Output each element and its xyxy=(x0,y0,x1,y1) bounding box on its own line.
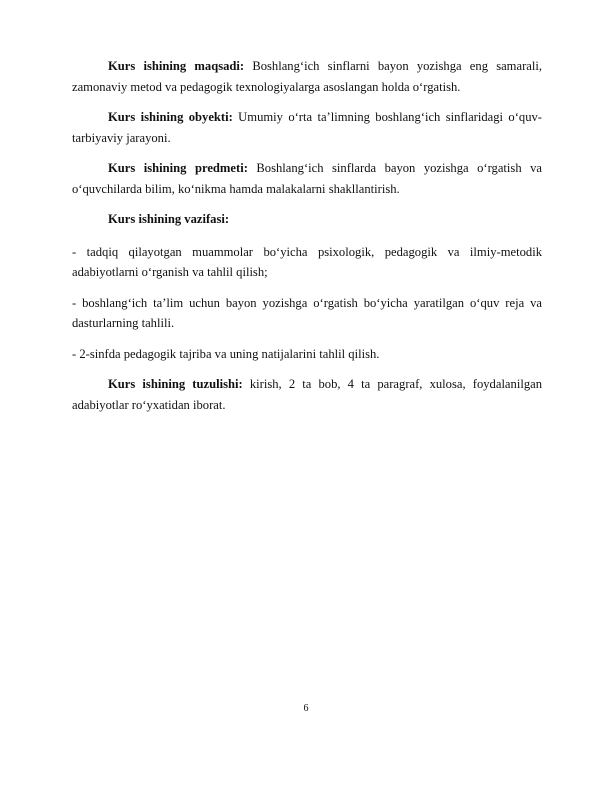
vazifa-item-1: - tadqiq qilayotgan muammolar bo‘yicha psixologik, pedagogik va ilmiy-metodik adabiyotlarni o‘rganish va tahlil qilish; xyxy=(72,244,542,279)
maqsad-label: Kurs ishining maqsadi: xyxy=(108,59,245,73)
tuzilish-label: Kurs ishining tuzulishi: xyxy=(108,377,243,391)
paragraph-obyekt xyxy=(72,107,542,148)
predmet-label: Kurs ishining predmeti: xyxy=(108,161,248,175)
vazifa-item-3: - 2-sinfda pedagogik tajriba va uning natijalarini tahlil qilish. xyxy=(72,346,380,361)
vazifa-heading: Kurs ishining vazifasi: xyxy=(108,212,230,226)
tuzilish-text: kirish, 2 ta bob, 4 ta paragraf, xulosa, foydalanilgan adabiyotlar ro‘yxatidan iborat. xyxy=(72,377,543,412)
obyekt-label: Kurs ishining obyekti: xyxy=(108,110,233,124)
obyekt-text: Umumiy o‘rta ta’limning boshlang‘ich sinflaridagi o‘quv-tarbiyaviy jarayoni. xyxy=(72,110,542,145)
paragraph-predmet xyxy=(72,158,542,199)
maqsad-text: Boshlang‘ich sinflarni bayon yozishga eng samarali, zamonaviy metod va pedagogik texnologiyalarga asoslangan holda o‘rgatish. xyxy=(72,59,542,94)
paragraph-tuzilish xyxy=(72,374,542,415)
predmet-text: Boshlang‘ich sinflarda bayon yozishga o‘rgatish va o‘quvchilarda bilim, ko‘nikma hamda malakalarni shakllantirish. xyxy=(72,161,542,196)
page-number: 6 xyxy=(303,703,309,714)
paragraph-maqsad xyxy=(72,56,542,97)
vazifa-item-2: - boshlang‘ich ta’lim uchun bayon yozishga o‘rgatish bo‘yicha yaratilgan o‘quv reja va dasturlarning tahlili. xyxy=(72,295,542,330)
page-content xyxy=(72,56,542,425)
